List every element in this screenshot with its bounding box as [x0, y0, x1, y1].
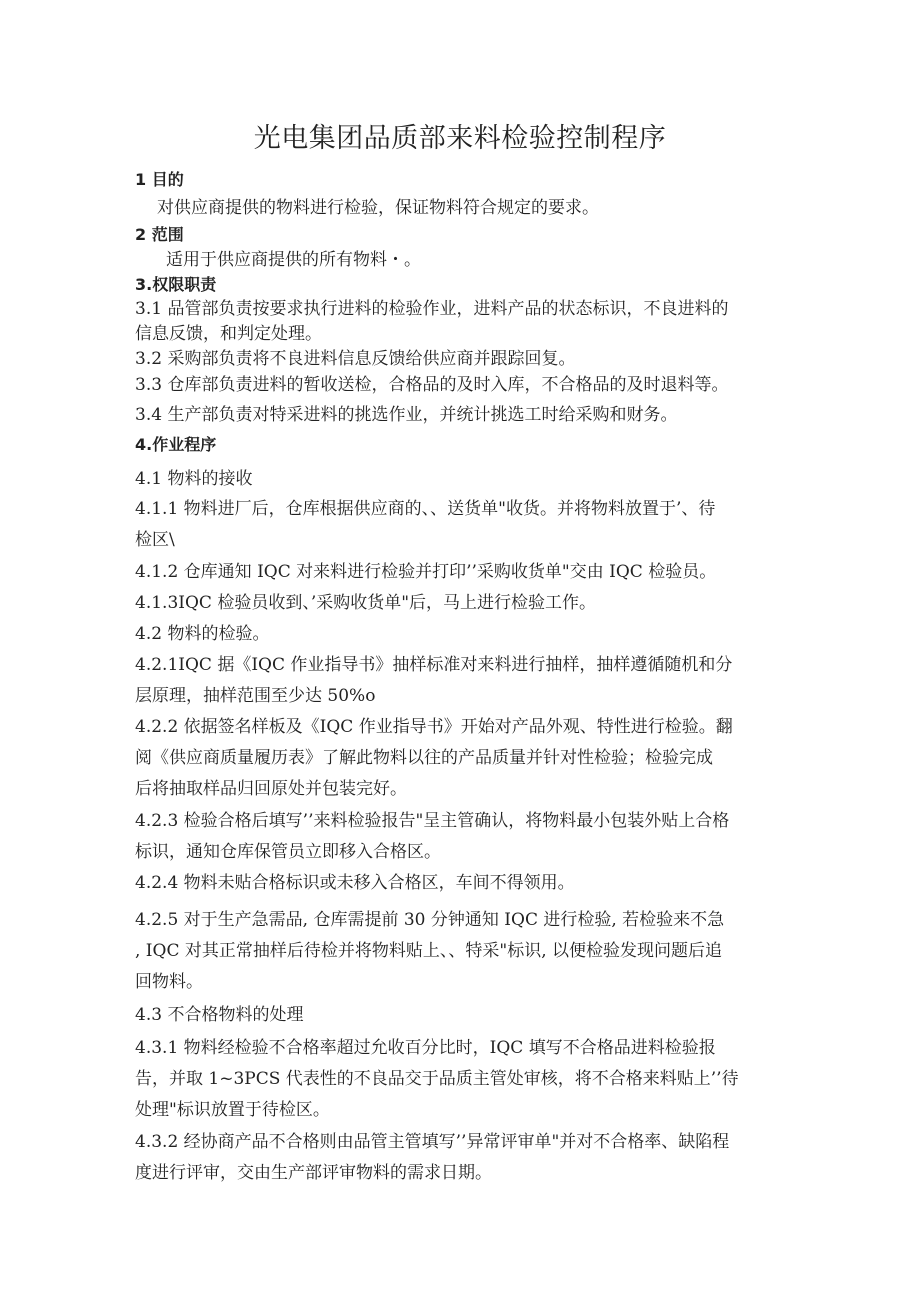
paragraph-line: 对供应商提供的物料进行检验，保证物料符合规定的要求。 [157, 198, 599, 218]
paragraph-line: 3.4 生产部负责对特采进料的挑选作业，并统计挑选工时给采购和财务。 [135, 405, 678, 425]
paragraph-line: 4.2.1IQC 据《IQC 作业指导书》抽样标准对来料进行抽样，抽样遵循随机和分 [135, 655, 733, 675]
paragraph-line: 4.2.4 物料未贴合格标识或未移入合格区，车间不得领用。 [135, 873, 575, 893]
paragraph-line: 4.3.2 经协商产品不合格则由品管主管填写’’异常评审单"并对不合格率、缺陷程 [135, 1132, 730, 1152]
paragraph-line: 标识，通知仓库保管员立即移入合格区。 [135, 842, 441, 862]
paragraph-line: 适用于供应商提供的所有物料・。 [166, 250, 421, 270]
paragraph-line: 后将抽取样品归回原处并包装完好。 [135, 779, 407, 799]
paragraph-line: 4.2 物料的检验。 [135, 624, 270, 644]
paragraph-line: 告，并取 1~3PCS 代表性的不良品交于品质主管处审核，将不合格来料贴上’’待 [135, 1069, 739, 1089]
paragraph-line: 度进行评审，交由生产部评审物料的需求日期。 [135, 1163, 492, 1183]
paragraph-line: 3.2 采购部负责将不良进料信息反馈给供应商并跟踪回复。 [135, 349, 576, 369]
paragraph-line: 4.2.3 检验合格后填写’’来料检验报告"呈主管确认，将物料最小包装外贴上合格 [135, 811, 730, 831]
paragraph-line: 4.3.1 物料经检验不合格率超过允收百分比时，IQC 填写不合格品进料检验报 [135, 1038, 716, 1058]
paragraph-line: 4.2.5 对于生产急需品, 仓库需提前 30 分钟通知 IQC 进行检验, 若检验来不急 [135, 910, 725, 930]
paragraph-line: 4.1 物料的接收 [135, 469, 253, 489]
paragraph-line: 处理"标识放置于待检区。 [135, 1100, 330, 1120]
paragraph-line: 信息反馈，和判定处理。 [135, 324, 322, 344]
section-heading: 3.权限职责 [135, 275, 217, 294]
paragraph-line: , IQC 对其正常抽样后待检并将物料贴上、、特采"标识, 以便检验发现问题后追 [135, 941, 722, 961]
section-heading: 1 目的 [135, 170, 184, 189]
paragraph-line: 4.1.2 仓库通知 IQC 对来料进行检验并打印’’采购收货单"交由 IQC 检验员。 [135, 562, 717, 582]
paragraph-line: 3.3 仓库部负责进料的暂收送检，合格品的及时入库，不合格品的及时退料等。 [135, 375, 729, 395]
document-title: 光电集团品质部来料检验控制程序 [253, 123, 667, 154]
paragraph-line: 层原理，抽样范围至少达 50%o [135, 686, 376, 706]
paragraph-line: 回物料。 [135, 972, 203, 992]
paragraph-line: 4.3 不合格物料的处理 [135, 1005, 304, 1025]
paragraph-line: 4.2.2 依据签名样板及《IQC 作业指导书》开始对产品外观、特性进行检验。翻 [135, 717, 733, 737]
paragraph-line: 4.1.3IQC 检验员收到、’采购收货单"后，马上进行检验工作。 [135, 593, 597, 613]
paragraph-line: 检区\ [135, 530, 175, 550]
paragraph-line: 4.1.1 物料进厂后，仓库根据供应商的、、送货单"收货。并将物料放置于’、待 [135, 499, 716, 519]
section-heading: 2 范围 [135, 225, 184, 244]
paragraph-line: 3.1 品管部负责按要求执行进料的检验作业，进料产品的状态标识，不良进料的 [135, 299, 729, 319]
paragraph-line: 阅《供应商质量履历表》了解此物料以往的产品质量并针对性检验；检验完成 [135, 748, 713, 768]
section-heading: 4.作业程序 [135, 435, 217, 454]
